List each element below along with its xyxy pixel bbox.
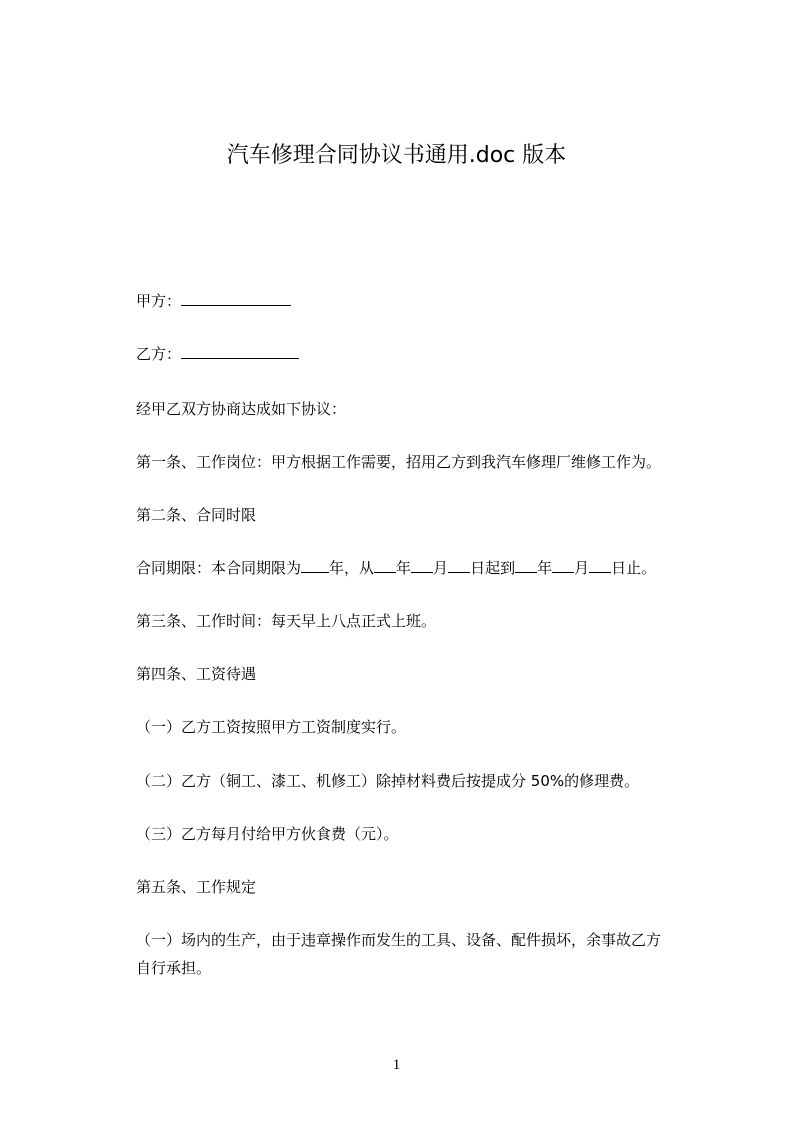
article-4-heading: 第四条、工资待遇 bbox=[136, 665, 257, 683]
contract-term-line bbox=[136, 557, 656, 579]
party-b-blank bbox=[181, 344, 299, 359]
term-prefix: 合同期限：本合同期限为 bbox=[136, 559, 302, 577]
end-month-blank bbox=[552, 558, 574, 573]
end-day-blank bbox=[589, 558, 611, 573]
term-month2: 月 bbox=[574, 559, 590, 577]
start-day-blank bbox=[448, 558, 470, 573]
rule-item-1-line-1: （一）场内的生产，由于违章操作而发生的工具、设备、配件损坏，余事故乙方 bbox=[136, 931, 662, 949]
wage-item-1: （一）乙方工资按照甲方工资制度实行。 bbox=[136, 718, 407, 736]
end-year-blank bbox=[515, 558, 537, 573]
party-b-label: 乙方： bbox=[136, 345, 182, 363]
party-a-label: 甲方： bbox=[136, 292, 182, 310]
term-month: 月 bbox=[433, 559, 449, 577]
wage-item-2: （二）乙方（铜工、漆工、机修工）除掉材料费后按提成分 50%的修理费。 bbox=[136, 772, 640, 790]
party-a-line bbox=[136, 290, 291, 312]
party-a-blank bbox=[181, 291, 291, 306]
term-years-blank bbox=[301, 558, 329, 573]
start-year-blank bbox=[374, 558, 396, 573]
document-title: 汽车修理合同协议书通用.doc 版本 bbox=[226, 143, 567, 168]
intro-paragraph: 经甲乙双方协商达成如下协议： bbox=[136, 400, 347, 418]
article-5-heading: 第五条、工作规定 bbox=[136, 878, 257, 896]
start-month-blank bbox=[411, 558, 433, 573]
article-2-heading: 第二条、合同时限 bbox=[136, 506, 257, 524]
page-number: 1 bbox=[392, 1057, 401, 1073]
term-day-start: 日起到 bbox=[470, 559, 516, 577]
wage-item-3: （三）乙方每月付给甲方伙食费（元）。 bbox=[136, 825, 399, 843]
rule-item-1-line-2: 自行承担。 bbox=[136, 959, 212, 977]
article-3: 第三条、工作时间：每天早上八点正式上班。 bbox=[136, 612, 437, 630]
article-1: 第一条、工作岗位：甲方根据工作需要，招用乙方到我汽车修理厂维修工作为。 bbox=[136, 453, 662, 471]
term-end: 日止。 bbox=[611, 559, 657, 577]
party-b-line bbox=[136, 343, 299, 365]
term-year2: 年 bbox=[396, 559, 412, 577]
term-year-from: 年，从 bbox=[329, 559, 375, 577]
term-year3: 年 bbox=[537, 559, 553, 577]
